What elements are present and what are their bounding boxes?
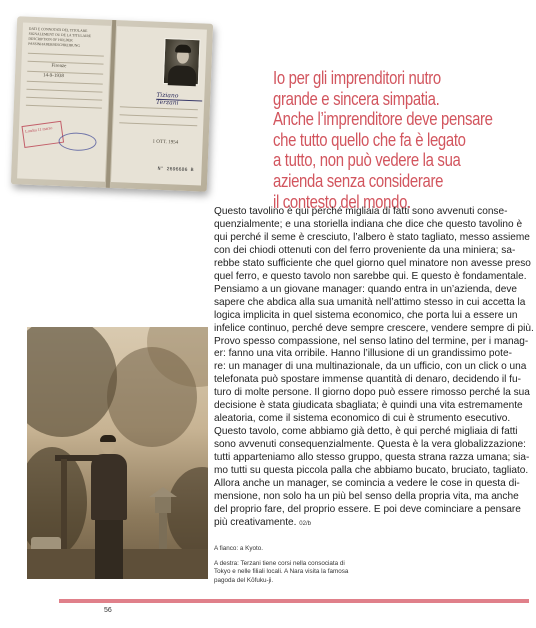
body-line: qui perché il seme è cresciuto, l’albero è stato tagliato, messo assieme (214, 231, 530, 243)
pull-quote-line: il contesto del mondo. (273, 191, 411, 212)
passport-stamp-text: Londra 11 marzo (24, 125, 53, 134)
page-number: 56 (104, 607, 112, 614)
body-signature: 02/b (299, 520, 311, 527)
passport-right-page (111, 26, 207, 185)
passport-issue-date: 1 OTT. 1954 (152, 139, 179, 146)
body-line: sapere che abdica alla sua umanità nell’attimo stesso in cui accetta la (214, 296, 526, 308)
body-line: aleatoria, come il sistema economico di cui è strumento esecutivo. (214, 413, 511, 425)
kyoto-person (87, 437, 131, 579)
footer-rule (59, 599, 529, 603)
body-text (214, 206, 534, 531)
passport-blue-stamp (58, 132, 97, 151)
passport-header-1: DATI E CONNOTATI DEL TITOLARE (28, 26, 88, 33)
body-line: infelice continuo, perché deve sempre crescere, vendere sempre di più. (214, 322, 534, 334)
caption-line: Tokyo e nelle filiali locali. A Nara visita la famosa (214, 568, 349, 576)
passport-number: N° 2696686 B (157, 165, 194, 174)
body-line: Pensiamo a un giovane manager: quando entra in un’azienda, deve (214, 283, 518, 295)
passport-header-3: DESCRIPTION OF HOLDER (28, 36, 73, 43)
caption-right (214, 560, 348, 585)
body-line: turo di molte persone. Il giorno dopo può essere rimosso perché la sua (214, 387, 530, 399)
kyoto-photo (27, 327, 208, 579)
body-line: più creativamente. (214, 516, 297, 528)
body-line: mo tutti su questa piccola palla che abbiamo bucato, bruciato, tagliato. (214, 465, 529, 477)
body-line: er: fanno una vita orribile. Hanno l’illusione di un grandissimo pote- (214, 348, 512, 360)
pull-quote-line: a tutto, non può vedere la sua (273, 150, 461, 171)
body-line: logica implicita in quel sistema economico, che porta lui a essere un (214, 309, 518, 321)
pull-quote-line: grande e sincera simpatia. (273, 88, 440, 109)
body-line: Questo tavolo, come abbiamo già detto, è qui perché migliaia di fatti (214, 426, 518, 438)
body-line: Provo spesso compassione, nel senso latino del termine, per i manag- (214, 335, 529, 347)
body-line-last (214, 517, 526, 531)
pull-quote (273, 68, 534, 212)
pull-quote-line: Io per gli imprenditori nutro (273, 68, 441, 88)
passport-left-page (17, 23, 111, 182)
body-line: sono avvenuti consequenzialmente. Questa è la vera globalizzazione: (214, 439, 526, 451)
pull-quote-line: che tutto quello che fa è legato (273, 129, 466, 150)
passport-red-stamp (21, 121, 64, 148)
body-line: mensione, non solo ha un più bel senso della propria vita, ma anche (214, 490, 519, 502)
caption-line: A fianco: a Kyoto. (214, 545, 264, 552)
body-line: del proprio fare, del proprio essere. E poi deve cominciare a pensare (214, 503, 521, 515)
pull-quote-line: Anche l’imprenditore deve pensare (273, 109, 493, 130)
body-line: rebbe stato sufficiente che quel giorno quel minatore non avesse preso (214, 257, 531, 269)
passport-header-4: PASSINHABERBESCHREIBUNG (28, 41, 81, 48)
passport-photo (11, 16, 213, 191)
body-line: quel ferro, e questo tavolo non sarebbe qui. E questo è fondamentale. (214, 270, 527, 282)
pull-quote-line: azienda senza considerare (273, 170, 444, 191)
body-line: telefonata può spostare immense quantità di denaro, decidendo il fu- (214, 374, 521, 386)
body-line: Allora anche un manager, se comincia a vedere le cose in questa di- (214, 478, 520, 490)
passport-header-2: SIGNALEMENT OU DE LA TITULAIRE (28, 31, 92, 39)
caption-line: pagoda del Kōfuku-ji. (214, 576, 274, 584)
body-line: tutti apparteniamo allo stesso gruppo, questa strana razza umana; sia- (214, 452, 530, 464)
passport-birthdate: 14-9-1938 (42, 73, 64, 80)
passport-birthplace: Firenze (51, 63, 67, 70)
passport-portrait (163, 38, 201, 85)
body-line: quenzialmente; e una storiella indiana che dice che questo tavolino è (214, 218, 523, 230)
caption-left (214, 545, 263, 553)
passport-signature: Tiziano Terzani (156, 92, 202, 102)
body-line: re: un manager di una multinazionale, da un ufficio, con un click o una (214, 361, 527, 373)
body-line: decisione è stata giudicata sbagliata; è quindi una vita estremamente (214, 400, 523, 412)
body-line: Questo tavolino è qui perché migliaia di fatti sono avvenuti conse- (214, 206, 508, 217)
caption-line: A destra: Terzani tiene corsi nella consociata di (214, 560, 345, 567)
body-line: con dei chiodi ottenuti con del ferro proveniente da una miniera; sa- (214, 244, 516, 256)
